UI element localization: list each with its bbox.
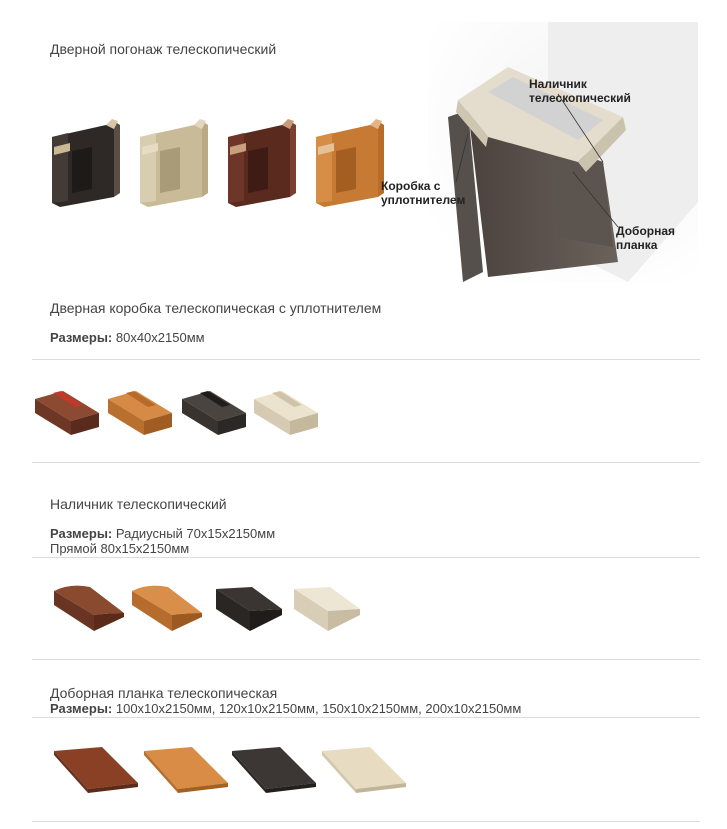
extension-board-golden-oak [142, 745, 232, 793]
frame-sizes [50, 330, 205, 345]
trim-profile-mahogany [50, 583, 126, 635]
sizes-label: Размеры: [50, 701, 113, 716]
section-title-extension: Доборная планка телескопическая [50, 685, 278, 701]
moulding-sample-mahogany [224, 117, 300, 209]
section-title-trim: Наличник телескопический [50, 496, 227, 512]
trim-profile-wenge [212, 583, 288, 635]
frame-profile-bleached [252, 385, 322, 437]
sizes-value: 80х40х2150мм [112, 330, 205, 345]
trim-sizes [50, 526, 275, 541]
frame-profile-mahogany [33, 385, 103, 437]
label-extension: Доборная планка [616, 224, 676, 252]
label-trim: Наличник телескопический [529, 77, 631, 105]
section-title-moulding: Дверной погонаж телескопический [50, 41, 277, 57]
frame-profile-golden-oak [106, 385, 176, 437]
trim-profile-golden-oak [128, 583, 204, 635]
trim-profile-bleached [290, 583, 366, 635]
divider [32, 821, 700, 822]
sizes-label: Размеры: [50, 526, 113, 541]
frame-profile-wenge [180, 385, 250, 437]
sizes-label: Размеры: [50, 330, 113, 345]
divider [32, 717, 700, 718]
sizes-value: 100х10х2150мм, 120х10х2150мм, 150х10х2150мм, 200х10х2150мм [112, 701, 522, 716]
trim-sizes-straight: Прямой 80х15х2150мм [50, 541, 190, 556]
moulding-sample-light-oak [136, 117, 212, 209]
label-box: Коробка с уплотнителем [381, 179, 466, 207]
divider [32, 462, 700, 463]
extension-board-bleached [320, 745, 410, 793]
divider [32, 359, 700, 360]
moulding-sample-golden-oak [312, 117, 388, 209]
extension-sizes [50, 701, 521, 716]
moulding-sample-wenge [48, 117, 124, 209]
extension-board-wenge [230, 745, 320, 793]
section-title-frame: Дверная коробка телескопическая с уплотнителем [50, 300, 382, 316]
divider [32, 557, 700, 558]
extension-board-mahogany [52, 745, 142, 793]
sizes-value: Радиусный 70х15х2150мм [112, 526, 276, 541]
divider [32, 659, 700, 660]
